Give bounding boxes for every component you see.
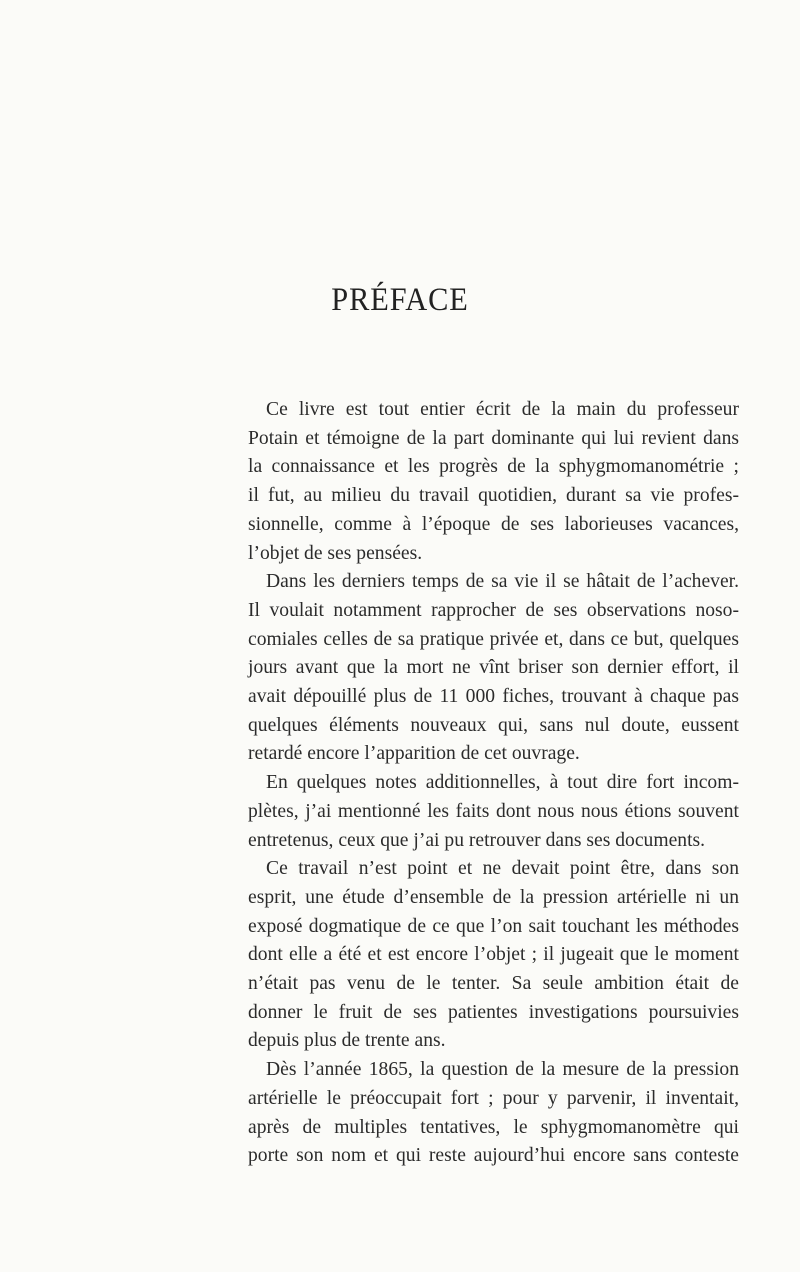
- text-line: artérielle le préoccupait fort ; pour y parvenir, il inventait,: [248, 1087, 739, 1109]
- text-line: après de multiples tentatives, le sphygmomanomètre qui: [248, 1116, 739, 1138]
- text-line: quelques éléments nouveaux qui, sans nul doute, eussent: [248, 714, 739, 736]
- preface-body: [248, 396, 739, 1171]
- text-line: sionnelle, comme à l’époque de ses laborieuses vacances,: [248, 513, 739, 535]
- text-line: dont elle a été et est encore l’objet ; il jugeait que le moment: [248, 944, 739, 966]
- text-line: Ce livre est tout entier écrit de la main du professeur: [266, 399, 739, 420]
- paragraph-1: [248, 396, 739, 568]
- paragraph-4: [248, 855, 739, 1056]
- text-line: retardé encore l’apparition de cet ouvrage.: [248, 743, 580, 765]
- text-line: Dès l’année 1865, la question de la mesure de la pression: [266, 1059, 739, 1081]
- page-title: PRÉFACE: [331, 282, 469, 318]
- paragraph-3: [248, 769, 739, 855]
- text-line: depuis plus de trente ans.: [248, 1030, 446, 1052]
- text-line: la connaissance et les progrès de la sphygmomanométrie ;: [248, 456, 739, 478]
- text-line: Ce travail n’est point et ne devait point être, dans son: [266, 858, 739, 880]
- paragraph-2: [248, 568, 739, 769]
- text-line: donner le fruit de ses patientes investigations poursuivies: [248, 1001, 739, 1023]
- text-line: En quelques notes additionnelles, à tout dire fort incom-: [266, 772, 739, 794]
- text-line: plètes, j’ai mentionné les faits dont nous nous étions souvent: [248, 800, 739, 822]
- text-line: l’objet de ses pensées.: [248, 542, 423, 564]
- paragraph-5: [248, 1056, 739, 1171]
- text-line: esprit, une étude d’ensemble de la pression artérielle ni un: [248, 886, 739, 908]
- text-line: Il voulait notamment rapprocher de ses observations noso-: [248, 599, 739, 621]
- text-line: entretenus, ceux que j’ai pu retrouver dans ses documents.: [248, 829, 706, 851]
- text-line: comiales celles de sa pratique privée et, dans ce but, quelques: [248, 628, 739, 650]
- text-line: n’était pas venu de le tenter. Sa seule ambition était de: [248, 973, 739, 995]
- text-line: jours avant que la mort ne vînt briser son dernier effort, il: [248, 657, 739, 679]
- text-line: porte son nom et qui reste aujourd’hui encore sans conteste: [248, 1145, 739, 1167]
- text-line: Potain et témoigne de la part dominante qui lui revient dans: [248, 427, 739, 449]
- text-line: Dans les derniers temps de sa vie il se hâtait de l’achever.: [266, 571, 739, 593]
- text-line: avait dépouillé plus de 11 000 fiches, trouvant à chaque pas: [248, 686, 739, 708]
- text-line: il fut, au milieu du travail quotidien, durant sa vie profes-: [248, 485, 739, 507]
- text-line: exposé dogmatique de ce que l’on sait touchant les méthodes: [248, 915, 739, 937]
